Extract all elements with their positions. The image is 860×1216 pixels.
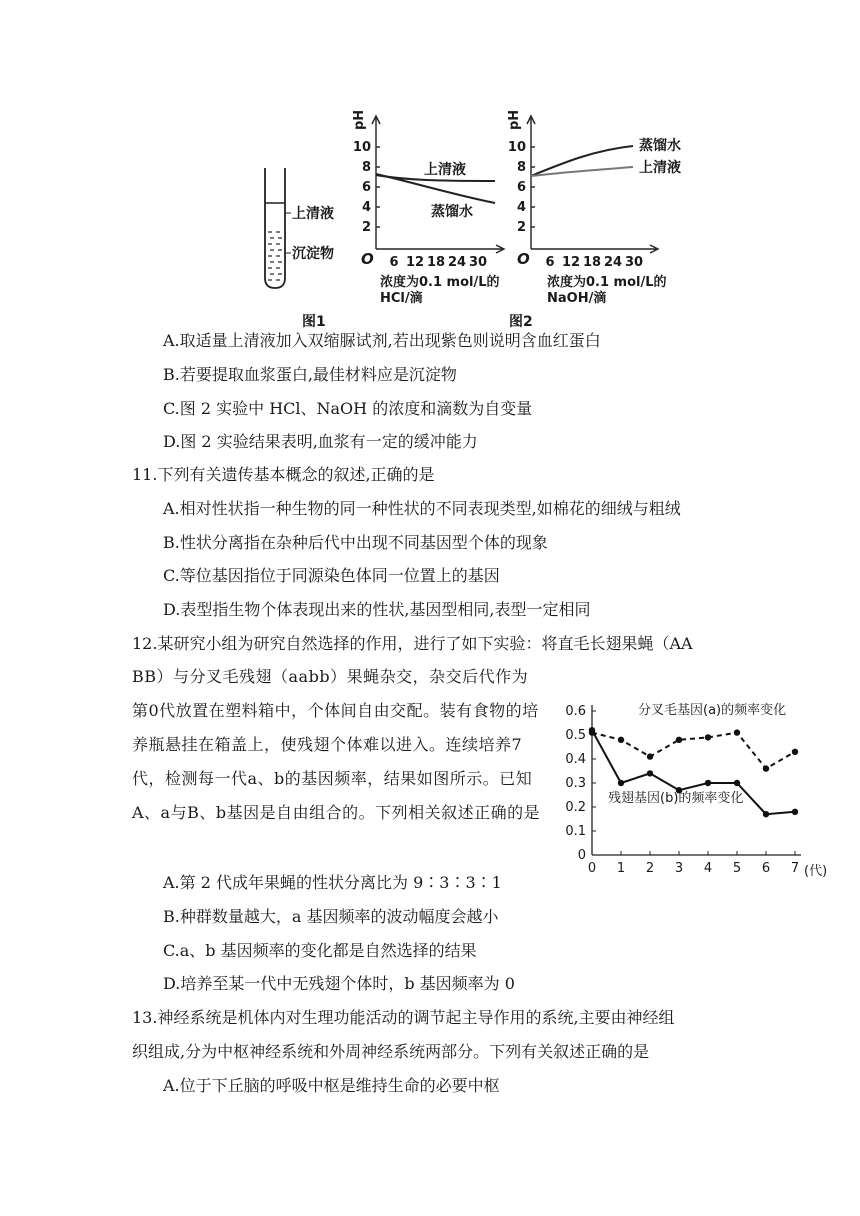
q13-stem-line1: 13.神经系统是机体内对生理功能活动的调节起主导作用的系统,主要由神经组 (132, 1008, 675, 1027)
q12-stem-body: BB）与分叉毛残翅（aabb）果蝇杂交，杂交后代作为第0代放置在塑料箱中，个体间自由交配。装有食物的培养瓶悬挂在箱盖上，使残翅个体难以进入。连续培养7代，检测每一代a、b的基因频率，结果如图所示。已知A、a与B、b基因是自由组合的。下列相关叙述正确的是 (132, 667, 541, 822)
figure1-curve-water (376, 174, 495, 203)
figure1-caption: 图1 (302, 314, 326, 330)
figure2-x-label-line1: 浓度为0.1 mol/L的 (547, 275, 667, 290)
y-tick-label: 0.5 (565, 728, 586, 743)
figure2-y-tick-6: 6 (516, 180, 526, 195)
y-tick-label: 0.2 (565, 800, 586, 815)
q11-stem: 11.下列有关遗传基本概念的叙述,正确的是 (132, 465, 435, 484)
series-b-label: 残翅基因(b)的频率变化 (608, 791, 744, 806)
figure2-x-tick-12: 12 (561, 255, 581, 270)
tube-label-supernatant: 上清液 (292, 206, 334, 222)
q11-option-d: D.表型指生物个体表现出来的性状,基因型相同,表型一定相同 (163, 600, 591, 619)
q12-option-a: A.第 2 代成年果蝇的性状分离比为 9∶3∶3∶1 (163, 873, 502, 892)
figure1-x-label-line2: HCl/滴 (380, 291, 423, 306)
x-tick-label: 7 (790, 861, 800, 876)
figure2-y-tick-10: 10 (507, 140, 526, 155)
figure2-y-tick-4: 4 (516, 200, 526, 215)
q10-option-d: D.图 2 实验结果表明,血浆有一定的缓冲能力 (163, 432, 478, 451)
figure2-curve-supernatant (531, 167, 633, 176)
figure1-y-tick-10: 10 (352, 140, 371, 155)
q12-option-b: B.种群数量越大，a 基因频率的波动幅度会越小 (163, 907, 499, 926)
x-tick-label: 1 (616, 861, 626, 876)
ph-figures (255, 100, 715, 332)
q13-option-a: A.位于下丘脑的呼吸中枢是维持生命的必要中枢 (163, 1076, 500, 1095)
figure1-x-tick-18: 18 (426, 255, 446, 270)
figure1-y-tick-4: 4 (361, 200, 371, 215)
q11-option-c: C.等位基因指位于同源染色体同一位置上的基因 (163, 566, 500, 585)
figure2-label-water: 蒸馏水 (639, 138, 681, 154)
figure2-origin: O (517, 250, 530, 268)
data-point-a (647, 753, 653, 759)
q11-option-b: B.性状分离指在杂种后代中出现不同基因型个体的现象 (163, 533, 548, 552)
data-point-b (647, 770, 653, 776)
figure2-x-label-line2: NaOH/滴 (547, 291, 607, 306)
figure2-axes (527, 116, 658, 253)
x-tick-label: 6 (761, 861, 771, 876)
figure1-label-supernatant: 上清液 (424, 162, 466, 178)
y-tick-label: 0.3 (565, 776, 586, 791)
figure1-label-water: 蒸馏水 (431, 204, 473, 220)
q11-option-a: A.相对性状指一种生物的同一种性状的不同表现类型,如棉花的细绒与粗绒 (163, 499, 681, 518)
data-point-b (763, 811, 769, 817)
data-point-b (618, 780, 624, 786)
x-tick-label: 5 (732, 861, 742, 876)
test-tube (265, 168, 291, 288)
y-tick-label: 0 (577, 848, 586, 863)
data-point-b (705, 780, 711, 786)
allele-frequency-chart (556, 692, 856, 882)
y-tick-label: 0.4 (565, 752, 586, 767)
q10-option-b: B.若要提取血浆蛋白,最佳材料应是沉淀物 (163, 365, 457, 384)
figure1-y-tick-6: 6 (361, 180, 371, 195)
figure1-y-label: pH (352, 109, 367, 130)
data-point-a (676, 737, 682, 743)
figure1-x-tick-24: 24 (447, 255, 467, 270)
figure2-x-tick-6: 6 (545, 255, 555, 270)
figure1-x-tick-30: 30 (468, 255, 488, 270)
figure1-origin: O (361, 250, 374, 268)
figure2-y-label: pH (507, 109, 522, 130)
figure2-x-tick-24: 24 (603, 255, 623, 270)
q10-option-a: A.取适量上清液加入双缩脲试剂,若出现紫色则说明含血红蛋白 (163, 331, 601, 350)
tube-label-precipitate: 沉淀物 (292, 246, 334, 262)
figure2-label-supernatant: 上清液 (639, 160, 681, 176)
figure1-y-tick-8: 8 (361, 160, 371, 175)
figure2-x-tick-18: 18 (582, 255, 602, 270)
q12-stem-line1: 12.某研究小组为研究自然选择的作用，进行了如下实验：将直毛长翅果蝇（AA (132, 634, 693, 653)
data-point-a (618, 737, 624, 743)
q13-stem-line2: 织组成,分为中枢神经系统和外周神经系统两部分。下列有关叙述正确的是 (132, 1042, 650, 1061)
figure1-x-tick-6: 6 (389, 255, 399, 270)
x-tick-label: 4 (703, 861, 713, 876)
data-point-a (792, 749, 798, 755)
q10-option-c: C.图 2 实验中 HCl、NaOH 的浓度和滴数为自变量 (163, 399, 533, 418)
figure1-y-tick-2: 2 (361, 220, 371, 235)
figure2-y-tick-2: 2 (516, 220, 526, 235)
figure2-x-tick-30: 30 (624, 255, 644, 270)
data-point-b (734, 780, 740, 786)
y-tick-label: 0.1 (565, 824, 586, 839)
q12-option-d: D.培养至某一代中无残翅个体时，b 基因频率为 0 (163, 974, 515, 993)
x-axis-unit: (代) (804, 864, 828, 879)
y-tick-label: 0.6 (565, 704, 586, 719)
figure2-y-tick-8: 8 (516, 160, 526, 175)
data-point-a (734, 729, 740, 735)
figure1-axes (372, 116, 504, 253)
x-tick-label: 2 (645, 861, 655, 876)
data-point-a (763, 765, 769, 771)
x-tick-label: 0 (587, 861, 597, 876)
data-point-b (589, 727, 595, 733)
q12-option-c: C.a、b 基因频率的变化都是自然选择的结果 (163, 941, 477, 960)
x-tick-label: 3 (674, 861, 684, 876)
figure1-x-tick-12: 12 (405, 255, 425, 270)
figure1-x-label-line1: 浓度为0.1 mol/L的 (380, 275, 500, 290)
data-point-b (792, 809, 798, 815)
figure2-caption: 图2 (509, 314, 533, 330)
data-point-a (705, 734, 711, 740)
series-a-label: 分叉毛基因(a)的频率变化 (638, 703, 787, 718)
